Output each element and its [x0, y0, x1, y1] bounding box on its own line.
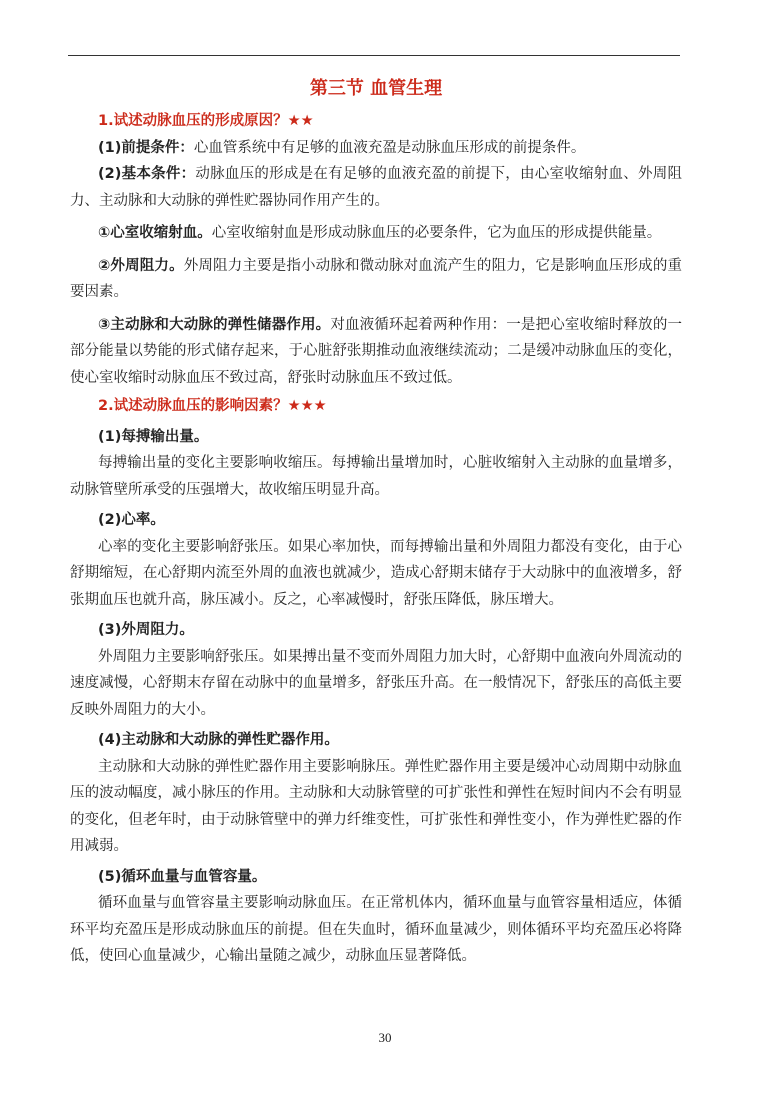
q2-factor-1-text: 每搏输出量的变化主要影响收缩压。每搏输出量增加时，心脏收缩射入主动脉的血量增多，动脉管壁所承受的压强增大，故收缩压明显升高。: [70, 455, 682, 498]
q2-factor-4-heading: (4)主动脉和大动脉的弹性贮器作用。: [98, 732, 339, 748]
q1-item-1: [70, 220, 682, 247]
q1-paragraph-1: [70, 135, 682, 162]
page-number: 30: [378, 1030, 392, 1045]
q1-i2-lead: ②外周阻力。: [98, 257, 184, 274]
q1-i3-text: 对血液循环起着两种作用：一是把心室收缩时释放的一部分能量以势能的形式储存起来，于心脏舒张期推动血液继续流动；二是缓冲动脉血压的变化，使心室收缩时动脉血压不致过高，舒张时动脉血压不致过低。: [70, 316, 682, 386]
q2-factor-3-text: 外周阻力主要影响舒张压。如果搏出量不变而外周阻力加大时，心舒期中血液向外周流动的速度减慢，心舒期末存留在动脉中的血量增多，舒张压升高。在一般情况下，舒张压的高低主要反映外周阻力的大小。: [70, 648, 682, 718]
question-2-title: 2.试述动脉血压的影响因素？★★★: [98, 398, 327, 414]
q2-factor-4-text: 主动脉和大动脉的弹性贮器作用主要影响脉压。弹性贮器作用主要是缓冲心动周期中动脉血压的波动幅度，减小脉压的作用。主动脉和大动脉管壁的可扩张性和弹性在短时间内不会有明显的变化，但老年时，由于动脉管壁中的弹力纤维变性，可扩张性和弹性变小，作为弹性贮器的作用减弱。: [70, 758, 682, 854]
q1-i3-lead: ③主动脉和大动脉的弹性储器作用。: [98, 316, 331, 333]
q1-item-3: [70, 312, 682, 392]
q2-factor-1-heading: (1)每搏输出量。: [98, 428, 209, 445]
q1-i1-text: 心室收缩射血是形成动脉血压的必要条件，它为血压的形成提供能量。: [211, 225, 662, 241]
q1-p1-text: 心血管系统中有足够的血液充盈是动脉血压形成的前提条件。: [193, 139, 586, 156]
q2-factor-5-text: 循环血量与血管容量主要影响动脉血压。在正常机体内，循环血量与血管容量相适应，体循环平均充盈压是形成动脉血压的前提。但在失血时，循环血量减少，则体循环平均充盈压必将降低，使回心血量减少，心输出量随之减少，动脉血压显著降低。: [70, 895, 682, 964]
header-rule: [68, 55, 680, 56]
q2-factor-2-heading: (2)心率。: [98, 512, 165, 528]
q1-item-2: [70, 253, 682, 306]
q1-i2-text: 外周阻力主要是指小动脉和微动脉对血流产生的阻力，它是影响血压形成的重要因素。: [70, 257, 682, 300]
q1-p2-lead: (2)基本条件：: [98, 166, 196, 182]
q1-p1-lead: (1)前提条件：: [98, 139, 194, 156]
q2-factor-2-text: 心率的变化主要影响舒张压。如果心率加快，而每搏输出量和外周阻力都没有变化，由于心舒期缩短，在心舒期内流至外周的血液也就减少，造成心舒期末储存于大动脉中的血液增多，舒张期血压也就升高，脉压减小。反之，心率减慢时，舒张压降低，脉压增大。: [70, 538, 682, 608]
q2-factor-3-heading: (3)外周阻力。: [98, 622, 194, 638]
q1-p2-text: 动脉血压的形成是在有足够的血液充盈的前提下，由心室收缩射血、外周阻力、主动脉和大动脉的弹性贮器协同作用产生的。: [70, 166, 683, 209]
section-title: 第三节 血管生理: [309, 78, 443, 99]
page-content: [70, 72, 682, 970]
question-1-title: 1.试述动脉血压的形成原因？★★: [98, 113, 314, 129]
q1-paragraph-2: [70, 161, 682, 214]
q2-factor-5-heading: (5)循环血量与血管容量。: [98, 868, 267, 885]
q1-i1-lead: ①心室收缩射血。: [98, 225, 212, 241]
